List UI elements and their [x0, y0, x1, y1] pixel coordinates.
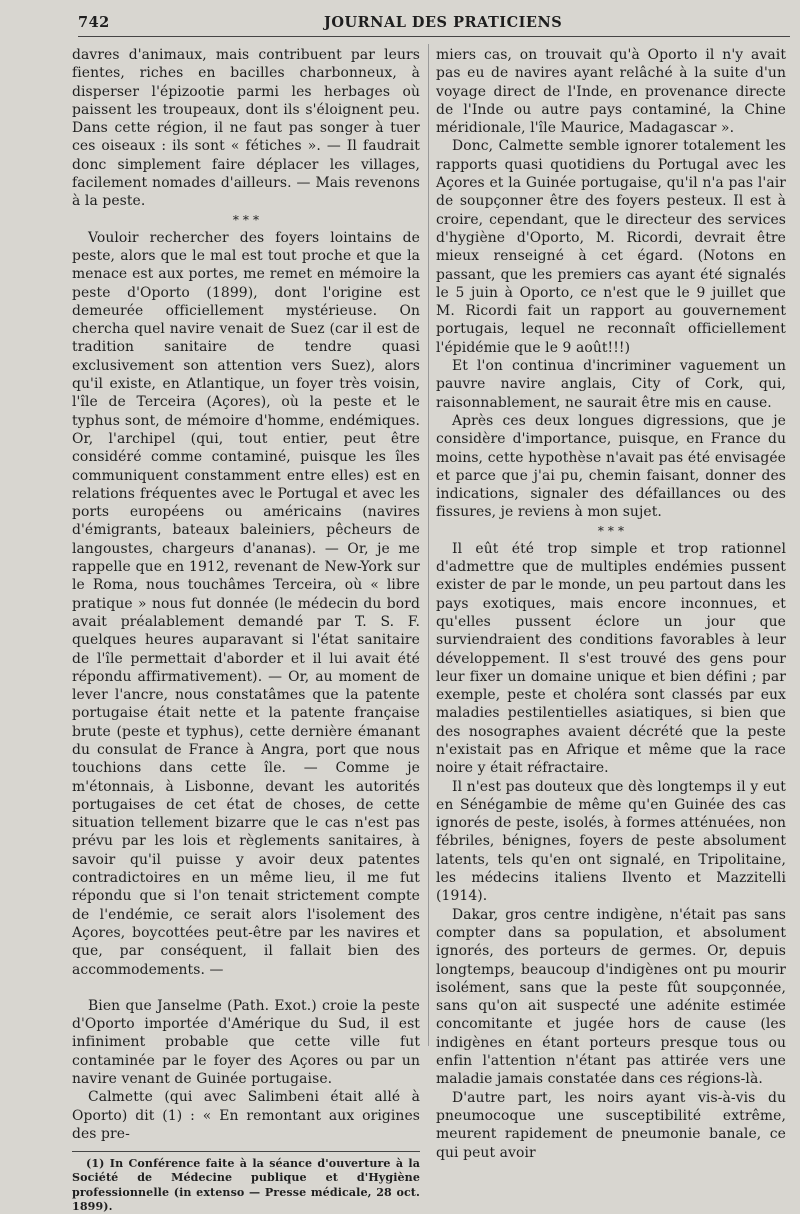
paragraph-continued-vultures: davres d'animaux, mais contribuent par leurs fientes, riches en bacilles charbonneux, à disperser l'épizootie parmi les herbages où paissent les troupeaux, dont ils s'éloignent peu. Dans cette région, il ne faut pas songer à tuer ces oiseaux : ils sont « fétiches ». — Il faudrait donc simplement faire déplacer les villages, facilement nomades d'ailleurs. — Mais revenons à la peste.	[72, 47, 420, 210]
paragraph-ricordi: Donc, Calmette semble ignorer totalement les rapports quasi quotidiens du Portugal avec les Açores et la Guinée portugaise, qu'il n'a pas l'air de soupçonner être des foyers pesteux. Il est à croire, cependant, que le directeur des services d'hygiène d'Oporto, M. Ricordi, devrait être mieux renseigné à cet égard. (Notons en passant, que les premiers cas ayant été signalés le 5 juin à Oporto, ce n'est que le 9 juillet que M. Ricordi fait un rapport au gouvernement portugais, lequel ne reconnaît officiellement l'épidémie que le 9 août!!!)	[436, 138, 786, 356]
paragraph-senegambie: Il n'est pas douteux que dès longtemps il y eut en Sénégambie de même qu'en Guinée des cas ignorés de peste, isolés, à formes atténuées, non fébriles, bénignes, foyers de peste absolument latents, tels qu'en ont signalé, en Tripolitaine, les médecins italiens Ilvento et Mazzitelli (1914).	[436, 778, 786, 905]
paragraph-janselme: Bien que Janselme (Path. Exot.) croie la peste d'Oporto importée d'Amérique du Sud, il est infiniment probable que cette ville fut contaminée par le foyer des Açores ou par un navire venant de Guinée portugaise.	[72, 997, 420, 1088]
running-head	[78, 12, 790, 34]
paragraph-calmette-quote: miers cas, on trouvait qu'à Oporto il n'y avait pas eu de navires ayant relâché à la suite d'un voyage direct de l'Inde, en provenance directe de l'Inde ou autre pays contaminé, la Chine méridionale, l'île Maurice, Madagascar ».	[436, 47, 786, 137]
header-rule	[78, 36, 790, 37]
paragraph-dakar: Dakar, gros centre indigène, n'était pas sans compter dans sa population, et absolument ignorés, des porteurs de germes. Or, depuis longtemps, beaucoup d'indigènes ont pu mourir isolément, sans que la peste fût soupçonnée, sans qu'on ait suspecté une adénite estimée concomitante et jugée hors de cause (les indigènes en étant porteurs presque tous ou enfin l'attention n'étant pas attirée vers une maladie jamais constatée dans ces régions-là.	[436, 906, 786, 1088]
section-asterism: * * *	[232, 212, 260, 227]
column-divider	[428, 44, 429, 1046]
journal-title: JOURNAL DES PRATICIENS	[324, 14, 563, 31]
paragraph-city-of-cork: Et l'on continua d'incriminer vaguement un pauvre navire anglais, City of Cork, qui, raisonnablement, ne saurait être mis en cause.	[436, 358, 786, 411]
paragraph-digressions: Après ces deux longues digressions, que je considère d'importance, puisque, en France du moins, cette hypothèse n'avait pas été envisagée et parce que j'ai pu, chemin faisant, donner des indications, signaler des défaillances ou des fissures, je reviens à mon sujet.	[436, 412, 786, 521]
footnote: (1) In Conférence faite à la séance d'ouverture à la Société de Médecine publique et d'Hygiène professionnelle (in extenso — Presse médicale, 28 oct. 1899).	[72, 1157, 420, 1213]
paragraph-pneumocoque: D'autre part, les noirs ayant vis-à-vis du pneumocoque une susceptibilité extrême, meurent rapidement de pneumonie banale, ce qui peut avoir	[436, 1089, 786, 1161]
right-column	[436, 46, 786, 1162]
paragraph-endemies: Il eût été trop simple et trop rationnel d'admettre que de multiples endémies pussent exister de par le monde, un peu partout dans les pays exotiques, mais encore inconnues, et qu'elles pussent éclore un jour que surviendraient des conditions favorables à leur développement. Il s'est trouvé des gens pour leur fixer un domaine unique et bien défini ; par exemple, peste et choléra sont classés par eux maladies pestilentielles asiatiques, si bien que des nosographes avaient décrété que la peste n'existait pas en Afrique et même que la race noire y était réfractaire.	[436, 540, 786, 777]
section-asterism: * * *	[597, 523, 625, 538]
paragraph-spacer	[72, 979, 420, 997]
paragraph-oporto-plague: Vouloir rechercher des foyers lointains de peste, alors que le mal est tout proche et que la menace est aux portes, me remet en mémoire la peste d'Oporto (1899), dont l'origine est demeurée officiellement mystérieuse. On chercha quel navire venait de Suez (car il est de tradition sanitaire de tendre quasi exclusivement son attention vers Suez), alors qu'il existe, en Atlantique, un foyer très voisin, l'île de Terceira (Açores), où la peste et le typhus sont, de mémoire d'homme, endémiques. Or, l'archipel (qui, tout entier, peut être considéré comme contaminé, puisque les îles communiquent constamment entre elles) est en relations fréquentes avec le Portugal et avec les ports européens ou américains (navires d'émigrants, bateaux baleiniers, pêcheurs de langoustes, chargeurs d'ananas). — Or, je me rappelle que en 1912, revenant de New-York sur le Roma, nous touchâmes Terceira, où « libre pratique » nous fut donnée (le médecin du bord avait préalablement demandé par T. S. F. quelques heures auparavant si l'état sanitaire de l'île permettait d'aborder et il lui avait été répondu affirmativement). — Or, au moment de lever l'ancre, nous constatâmes que la patente portugaise était nette et la patente française brute (peste et typhus), cette dernière émanant du consulat de France à Angra, port que nous touchions dans cette île. — Comme je m'étonnais, à Lisbonne, devant les autorités portugaises de cet état de choses, de cette situation tellement bizarre que le cas n'est pas prévu par les lois et règlements sanitaires, à savoir qu'il puisse y avoir deux patentes contradictoires en un même lieu, il me fut répondu que si l'on tenait strictement compte de l'endémie, ce serait alors l'isolement des Açores, boycottées peut-être par les navires et que, par conséquent, il fallait bien des accommodements. —	[72, 229, 420, 978]
left-column	[72, 46, 420, 1214]
paragraph-calmette: Calmette (qui avec Salimbeni était allé à Oporto) dit (1) : « En remontant aux origines des pre-	[72, 1089, 420, 1142]
footnote-rule	[72, 1151, 420, 1152]
page-number: 742	[78, 14, 110, 31]
